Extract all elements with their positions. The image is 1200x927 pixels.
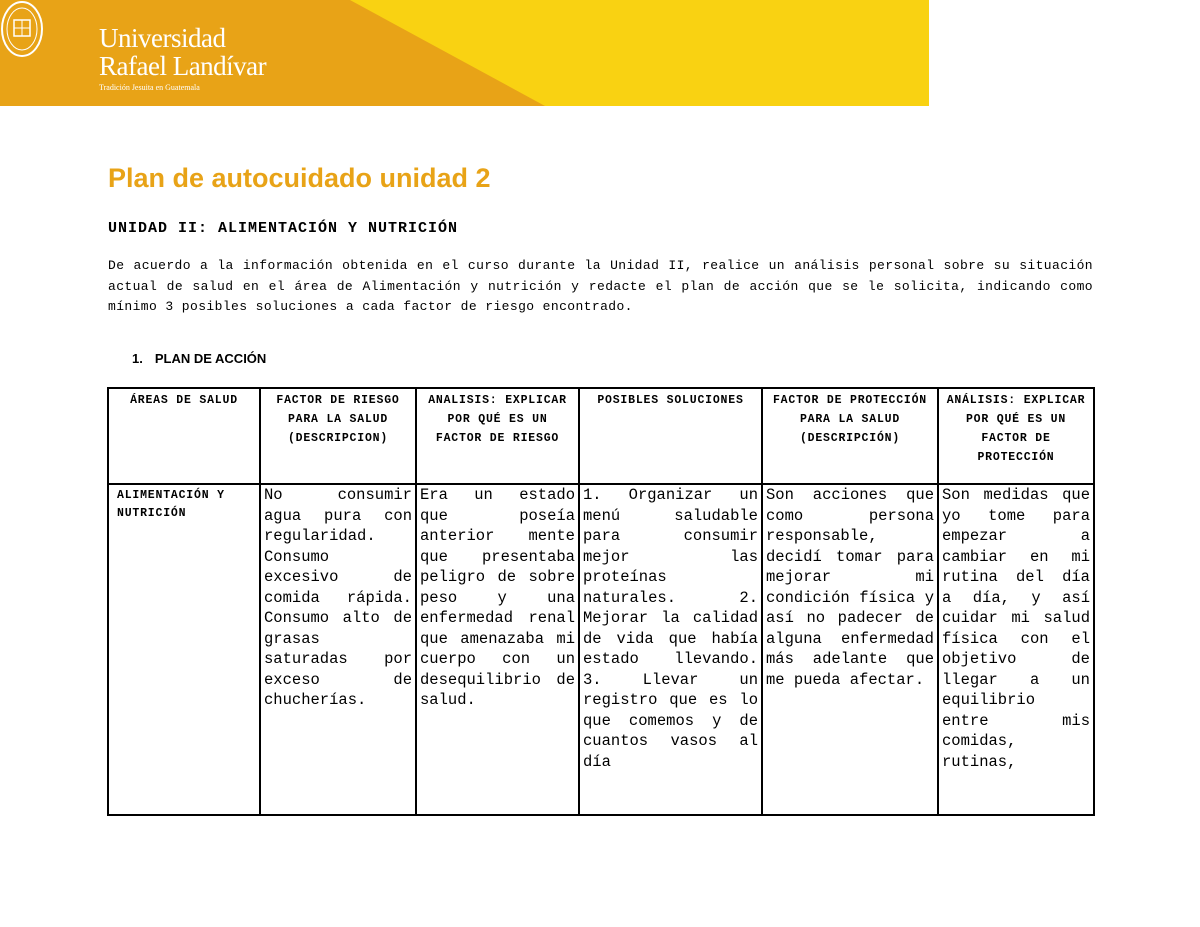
cell-protection-factor (762, 484, 938, 815)
section-heading (132, 351, 266, 366)
university-logo (99, 24, 266, 92)
cell-solutions (579, 484, 762, 815)
solutions-text: 1. Organizar un menú saludable para consumir mejor las proteínas naturales. 2. Mejorar la calidad de vida que había estado llevando. 3. Llevar un registro que es lo que comemos y de cuantos vasos al día (583, 486, 758, 771)
section-label: PLAN DE ACCIÓN (154, 351, 267, 366)
logo-name: Rafael Landívar (99, 51, 267, 81)
cell-area: ALIMENTACIÓN Y NUTRICIÓN (108, 484, 260, 815)
table-header-row (108, 388, 1094, 484)
header-risk-analysis: ANALISIS: EXPLICAR POR QUÉ ES UN FACTOR DE RIESGO (416, 388, 579, 484)
protection-factor-text: Son acciones que como persona responsable, decidí tomar para mejorar mi condición física y así no padecer de alguna enfermedad más adelante que me pueda afectar. (766, 486, 934, 689)
logo-tagline: Tradición Jesuita en Guatemala (99, 83, 200, 92)
risk-factor-text: No consumir agua pura con regularidad. Consumo excesivo de comida rápida. Consumo alto de grasas saturadas por exceso de chucherías. (264, 486, 412, 709)
cell-risk-analysis (416, 484, 579, 815)
risk-analysis-text: Era un estado que poseía anterior mente que presentaba peligro de sobre peso y una enfermedad renal que amenazaba mi cuerpo con un desequilibrio de salud. (420, 486, 575, 709)
cell-protection-analysis (938, 484, 1094, 815)
protection-analysis-text: Son medidas que yo tome para empezar a cambiar en mi rutina del día a día, y así cuidar mi salud física con el objetivo de llegar a un equilibrio entre mis comidas, rutinas, (942, 486, 1090, 771)
table-row (108, 484, 1094, 815)
university-seal-icon (0, 0, 44, 58)
cell-risk-factor (260, 484, 416, 815)
header-banner (0, 0, 929, 106)
intro-paragraph: De acuerdo a la información obtenida en el curso durante la Unidad II, realice un análisis personal sobre su situación actual de salud en el área de Alimentación y nutrición y redacte el plan de acción que se le solicita, indicando como mínimo 3 posibles soluciones a cada factor de riesgo encontrado. (108, 258, 1093, 314)
header-risk-factor: FACTOR DE RIESGO PARA LA SALUD (DESCRIPCION) (260, 388, 416, 484)
header-areas: ÁREAS DE SALUD (108, 388, 260, 484)
header-solutions: POSIBLES SOLUCIONES (579, 388, 762, 484)
section-number: 1. (132, 351, 143, 366)
logo-university: Universidad (99, 23, 226, 53)
header-protection-analysis: ANÁLISIS: EXPLICAR POR QUÉ ES UN FACTOR DE PROTECCIÓN (938, 388, 1094, 484)
action-plan-table (107, 387, 1095, 816)
unit-subtitle: UNIDAD II: ALIMENTACIÓN Y NUTRICIÓN (108, 220, 459, 237)
page-title: Plan de autocuidado unidad 2 (108, 163, 491, 193)
header-protection-factor: FACTOR DE PROTECCIÓN PARA LA SALUD (DESCRIPCIÓN) (762, 388, 938, 484)
